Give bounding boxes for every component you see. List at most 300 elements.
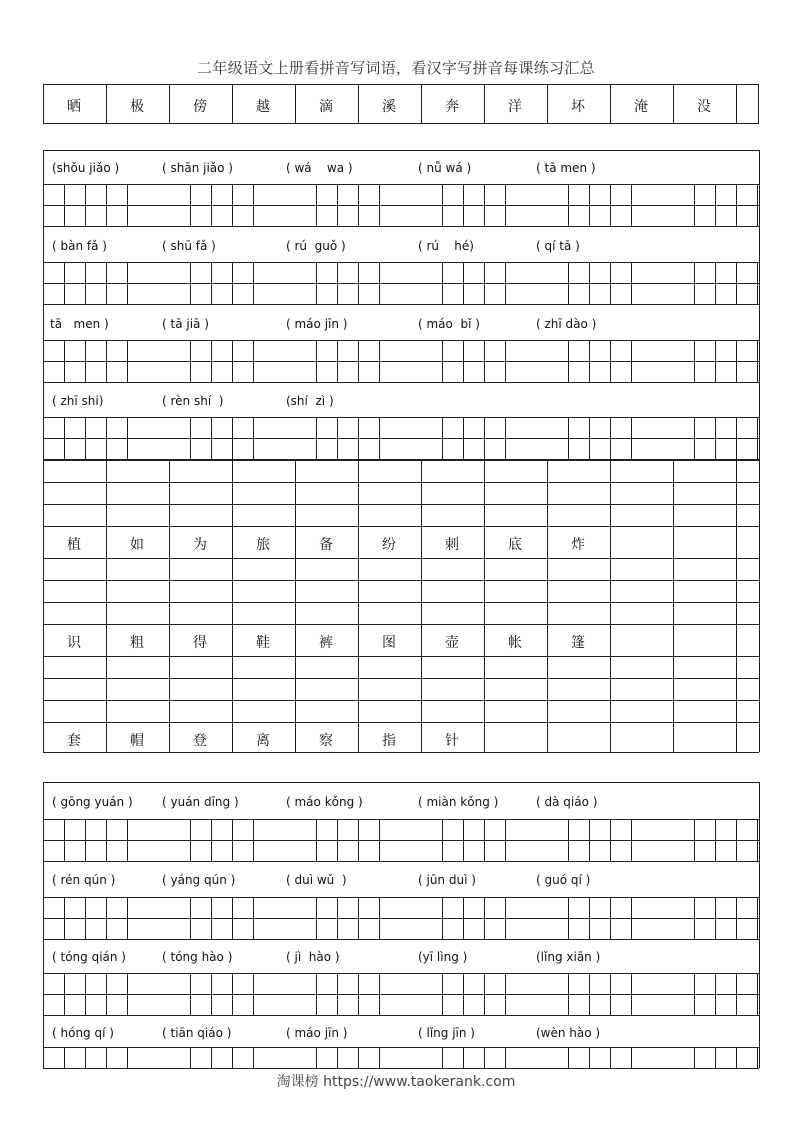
grid-line: [295, 460, 296, 752]
grid-line: [64, 262, 65, 304]
grid-line: [43, 205, 759, 206]
grid-line: [505, 262, 506, 304]
grid-line: [463, 819, 464, 861]
lesson-char: 帐: [508, 635, 522, 651]
grid-line: [631, 973, 632, 1015]
grid-line: [232, 897, 233, 939]
grid-line: [64, 340, 65, 382]
grid-line: [736, 819, 737, 861]
grid-line: [715, 1047, 716, 1068]
grid-line: [757, 262, 758, 304]
grid-line: [358, 262, 359, 304]
grid-line: [442, 1047, 443, 1068]
grid-line: [442, 340, 443, 382]
grid-line: [568, 262, 569, 304]
lesson-char: 得: [193, 635, 207, 651]
grid-line: [43, 1015, 759, 1016]
grid-line: [337, 819, 338, 861]
grid-line: [127, 184, 128, 226]
grid-line: [43, 994, 759, 995]
grid-line: [43, 1068, 759, 1069]
grid-line: [358, 819, 359, 861]
lesson-char: 壶: [445, 635, 459, 651]
grid-line: [169, 460, 170, 752]
grid-line: [505, 897, 506, 939]
grid-line: [64, 897, 65, 939]
top-char: 越: [256, 99, 270, 115]
grid-line: [43, 382, 759, 383]
top-char: 淹: [634, 99, 648, 115]
grid-line: [43, 184, 759, 185]
lesson-char: 登: [193, 733, 207, 749]
grid-line: [484, 184, 485, 226]
footer-watermark: 淘课榜 https://www.taokerank.com: [276, 1074, 516, 1090]
grid-line: [106, 340, 107, 382]
grid-line: [253, 262, 254, 304]
grid-line: [253, 184, 254, 226]
grid-line: [337, 1047, 338, 1068]
lesson-char: 为: [193, 537, 207, 553]
grid-line: [64, 184, 65, 226]
heading-underline: [43, 150, 759, 151]
grid-line: [463, 1047, 464, 1068]
grid-line: [106, 819, 107, 861]
grid-line: [715, 417, 716, 459]
grid-line: [106, 897, 107, 939]
grid-line: [484, 897, 485, 939]
lesson-char: 备: [319, 537, 333, 553]
top-char: 傍: [193, 99, 207, 115]
grid-line: [43, 782, 44, 1068]
grid-line: [85, 973, 86, 1015]
grid-line: [463, 340, 464, 382]
grid-line: [337, 340, 338, 382]
grid-line: [43, 752, 759, 753]
grid-line: [43, 700, 759, 701]
grid-line: [589, 184, 590, 226]
pinyin-label: ( duì wǔ ): [286, 873, 347, 887]
grid-line: [736, 1047, 737, 1068]
grid-line: [463, 417, 464, 459]
grid-line: [463, 262, 464, 304]
pinyin-label: (yī lìng ): [418, 950, 468, 964]
grid-line: [589, 417, 590, 459]
grid-line: [589, 1047, 590, 1068]
grid-line: [610, 417, 611, 459]
grid-line: [316, 262, 317, 304]
grid-line: [568, 897, 569, 939]
top-char: 晒: [67, 99, 81, 115]
grid-line: [610, 1047, 611, 1068]
grid-line: [568, 973, 569, 1015]
grid-line: [211, 819, 212, 861]
grid-line: [43, 460, 759, 461]
grid-line: [190, 819, 191, 861]
pinyin-label: ( hóng qí ): [52, 1026, 114, 1040]
grid-line: [43, 262, 759, 263]
grid-line: [232, 417, 233, 459]
grid-line: [106, 1047, 107, 1068]
pinyin-label: ( rú hé): [418, 239, 474, 253]
lesson-char: 察: [319, 733, 333, 749]
grid-line: [505, 973, 506, 1015]
grid-line: [484, 973, 485, 1015]
grid-line: [127, 262, 128, 304]
grid-line: [211, 262, 212, 304]
grid-line: [757, 819, 758, 861]
grid-line: [253, 340, 254, 382]
grid-line: [190, 1047, 191, 1068]
grid-line: [211, 973, 212, 1015]
top-char: 奔: [445, 99, 459, 115]
grid-line: [43, 819, 759, 820]
grid-line: [127, 819, 128, 861]
pinyin-label: tā men ): [50, 317, 109, 331]
grid-line: [337, 417, 338, 459]
grid-line: [316, 819, 317, 861]
grid-line: [43, 897, 759, 898]
grid-line: [232, 973, 233, 1015]
pinyin-label: ( tiān qiáo ): [162, 1026, 232, 1040]
grid-line: [379, 417, 380, 459]
pinyin-label: ( máo bǐ ): [418, 317, 480, 331]
grid-line: [85, 819, 86, 861]
grid-line: [253, 417, 254, 459]
grid-line: [43, 340, 759, 341]
grid-line: [463, 897, 464, 939]
grid-line: [568, 340, 569, 382]
pinyin-label: ( shū fǎ ): [162, 239, 216, 253]
grid-line: [43, 361, 759, 362]
grid-line: [316, 417, 317, 459]
pinyin-label: ( shān jiǎo ): [162, 161, 233, 175]
grid-line: [358, 1047, 359, 1068]
grid-line: [127, 973, 128, 1015]
grid-line: [505, 184, 506, 226]
pinyin-label: ( zhī shi): [52, 394, 104, 408]
grid-line: [190, 897, 191, 939]
pinyin-label: ( yuán dīng ): [162, 795, 239, 809]
pinyin-label: (shí zì ): [286, 394, 334, 408]
grid-line: [715, 184, 716, 226]
pinyin-label: ( wá wa ): [286, 161, 353, 175]
grid-line: [568, 417, 569, 459]
grid-line: [85, 340, 86, 382]
grid-line: [610, 184, 611, 226]
lesson-char: 离: [256, 733, 270, 749]
pinyin-label: ( bàn fǎ ): [52, 239, 107, 253]
grid-line: [232, 1047, 233, 1068]
grid-line: [442, 819, 443, 861]
grid-line: [253, 1047, 254, 1068]
grid-line: [610, 340, 611, 382]
pinyin-label: ( rèn shí ): [162, 394, 224, 408]
grid-line: [211, 417, 212, 459]
grid-line: [694, 973, 695, 1015]
grid-line: [337, 973, 338, 1015]
grid-line: [484, 1047, 485, 1068]
grid-line: [43, 624, 759, 625]
lesson-char: 篷: [571, 635, 585, 651]
grid-line: [64, 973, 65, 1015]
grid-line: [253, 973, 254, 1015]
grid-line: [253, 819, 254, 861]
grid-line: [715, 973, 716, 1015]
pinyin-label: ( tā jiā ): [162, 317, 209, 331]
grid-line: [757, 340, 758, 382]
grid-line: [190, 340, 191, 382]
grid-line: [589, 973, 590, 1015]
grid-line: [589, 340, 590, 382]
pinyin-label: ( miàn kǒng ): [418, 795, 499, 809]
grid-line: [484, 460, 485, 752]
top-char: 洋: [508, 99, 522, 115]
grid-line: [505, 417, 506, 459]
grid-line: [736, 417, 737, 459]
grid-line: [43, 283, 759, 284]
grid-line: [736, 897, 737, 939]
grid-line: [463, 973, 464, 1015]
grid-line: [379, 819, 380, 861]
lesson-char: 识: [67, 635, 81, 651]
grid-line: [43, 840, 759, 841]
lesson-char: 底: [508, 537, 522, 553]
grid-line: [694, 340, 695, 382]
lesson-char: 如: [130, 537, 144, 553]
grid-line: [358, 460, 359, 752]
grid-line: [316, 340, 317, 382]
grid-line: [211, 340, 212, 382]
grid-line: [43, 482, 759, 483]
grid-line: [211, 1047, 212, 1068]
grid-line: [85, 1047, 86, 1068]
grid-line: [232, 460, 233, 752]
grid-line: [673, 460, 674, 752]
grid-line: [736, 973, 737, 1015]
grid-line: [631, 340, 632, 382]
grid-line: [106, 460, 107, 752]
grid-line: [610, 897, 611, 939]
grid-line: [759, 782, 760, 1068]
grid-line: [127, 417, 128, 459]
pinyin-label: (lǐng xiān ): [536, 950, 601, 964]
grid-line: [358, 340, 359, 382]
lesson-char: 粗: [130, 635, 144, 651]
grid-line: [358, 184, 359, 226]
grid-line: [43, 226, 759, 227]
grid-line: [85, 262, 86, 304]
grid-line: [232, 262, 233, 304]
grid-line: [316, 184, 317, 226]
grid-line: [337, 184, 338, 226]
grid-line: [610, 819, 611, 861]
grid-line: [127, 897, 128, 939]
grid-line: [232, 819, 233, 861]
grid-line: [85, 897, 86, 939]
top-char: 坏: [571, 99, 585, 115]
grid-line: [190, 262, 191, 304]
pinyin-label: ( tóng hào ): [162, 950, 233, 964]
grid-line: [106, 417, 107, 459]
heading-underline: [43, 782, 759, 783]
lesson-char: 裤: [319, 635, 333, 651]
grid-line: [757, 1047, 758, 1068]
grid-line: [568, 1047, 569, 1068]
grid-line: [43, 526, 759, 527]
grid-line: [43, 918, 759, 919]
grid-line: [484, 340, 485, 382]
grid-line: [715, 340, 716, 382]
grid-line: [43, 580, 759, 581]
grid-line: [694, 262, 695, 304]
grid-line: [715, 819, 716, 861]
grid-line: [85, 184, 86, 226]
grid-line: [694, 897, 695, 939]
grid-line: [694, 819, 695, 861]
grid-line: [484, 417, 485, 459]
pinyin-label: ( gōng yuán ): [52, 795, 133, 809]
top-char: 没: [697, 99, 711, 115]
grid-line: [43, 1047, 759, 1048]
grid-line: [43, 973, 759, 974]
grid-line: [43, 656, 759, 657]
grid-line: [43, 304, 759, 305]
pinyin-label: ( zhī dào ): [536, 317, 597, 331]
page-title: 二年级语文上册看拼音写词语，看汉字写拼音每课练习汇总: [197, 59, 595, 77]
grid-line: [127, 340, 128, 382]
grid-line: [127, 1047, 128, 1068]
grid-line: [379, 340, 380, 382]
lesson-char: 图: [382, 635, 396, 651]
pinyin-label: ( tā men ): [536, 161, 596, 175]
grid-line: [211, 184, 212, 226]
grid-line: [43, 558, 759, 559]
top-char: 极: [130, 99, 144, 115]
lesson-char: 纷: [382, 537, 396, 553]
grid-line: [589, 262, 590, 304]
pinyin-label: ( tóng qián ): [52, 950, 126, 964]
lesson-char: 帽: [130, 733, 144, 749]
grid-line: [694, 417, 695, 459]
grid-line: [190, 973, 191, 1015]
grid-line: [631, 417, 632, 459]
pinyin-label: ( jì hào ): [286, 950, 340, 964]
grid-line: [694, 1047, 695, 1068]
grid-line: [64, 819, 65, 861]
grid-line: [106, 262, 107, 304]
lesson-char: 刺: [445, 537, 459, 553]
grid-line: [190, 417, 191, 459]
pinyin-label: (shǒu jiǎo ): [52, 161, 120, 175]
grid-line: [232, 184, 233, 226]
grid-line: [757, 184, 758, 226]
grid-line: [736, 84, 737, 124]
grid-line: [358, 897, 359, 939]
grid-line: [442, 417, 443, 459]
grid-line: [442, 973, 443, 1015]
grid-line: [64, 1047, 65, 1068]
grid-line: [736, 184, 737, 226]
grid-line: [736, 340, 737, 382]
grid-line: [316, 1047, 317, 1068]
grid-line: [379, 897, 380, 939]
grid-line: [190, 184, 191, 226]
grid-line: [442, 897, 443, 939]
grid-line: [358, 417, 359, 459]
grid-line: [337, 897, 338, 939]
grid-line: [379, 1047, 380, 1068]
grid-line: [379, 184, 380, 226]
grid-line: [757, 897, 758, 939]
grid-line: [736, 262, 737, 304]
pinyin-label: ( jūn duì ): [418, 873, 476, 887]
grid-line: [715, 897, 716, 939]
grid-line: [568, 184, 569, 226]
pinyin-label: ( rú guǒ ): [286, 239, 346, 253]
grid-line: [211, 897, 212, 939]
grid-line: [736, 460, 737, 752]
grid-line: [43, 504, 759, 505]
pinyin-label: ( lǐng jīn ): [418, 1026, 475, 1040]
lesson-char: 植: [67, 537, 81, 553]
grid-line: [43, 678, 759, 679]
pinyin-label: ( guó qí ): [536, 873, 591, 887]
grid-line: [610, 973, 611, 1015]
pinyin-label: ( dà qiáo ): [536, 795, 598, 809]
grid-line: [379, 262, 380, 304]
grid-line: [106, 973, 107, 1015]
pinyin-label: ( máo kǒng ): [286, 795, 363, 809]
pinyin-label: ( nǚ wá ): [418, 161, 472, 175]
grid-line: [442, 184, 443, 226]
grid-line: [43, 150, 44, 752]
grid-line: [631, 819, 632, 861]
pinyin-label: ( rén qún ): [52, 873, 116, 887]
grid-line: [757, 973, 758, 1015]
grid-line: [505, 340, 506, 382]
grid-line: [379, 973, 380, 1015]
lesson-char: 旅: [256, 537, 270, 553]
grid-line: [43, 861, 759, 862]
grid-line: [106, 184, 107, 226]
top-char: 溪: [382, 99, 396, 115]
lesson-char: 针: [445, 733, 459, 749]
grid-line: [589, 897, 590, 939]
grid-line: [421, 460, 422, 752]
grid-line: [589, 819, 590, 861]
grid-line: [43, 417, 759, 418]
grid-line: [757, 417, 758, 459]
grid-line: [43, 722, 759, 723]
grid-line: [759, 150, 760, 752]
grid-line: [358, 973, 359, 1015]
pinyin-label: (wèn hào ): [536, 1026, 601, 1040]
grid-line: [43, 602, 759, 603]
grid-line: [505, 1047, 506, 1068]
pinyin-label: ( yáng qún ): [162, 873, 236, 887]
lesson-char: 炸: [571, 537, 585, 553]
grid-line: [505, 819, 506, 861]
grid-line: [610, 262, 611, 304]
grid-line: [631, 262, 632, 304]
grid-line: [337, 262, 338, 304]
grid-line: [43, 438, 759, 439]
grid-line: [631, 897, 632, 939]
top-char: 滴: [319, 99, 333, 115]
grid-line: [610, 460, 611, 752]
grid-line: [64, 417, 65, 459]
pinyin-label: ( qí tā ): [536, 239, 580, 253]
